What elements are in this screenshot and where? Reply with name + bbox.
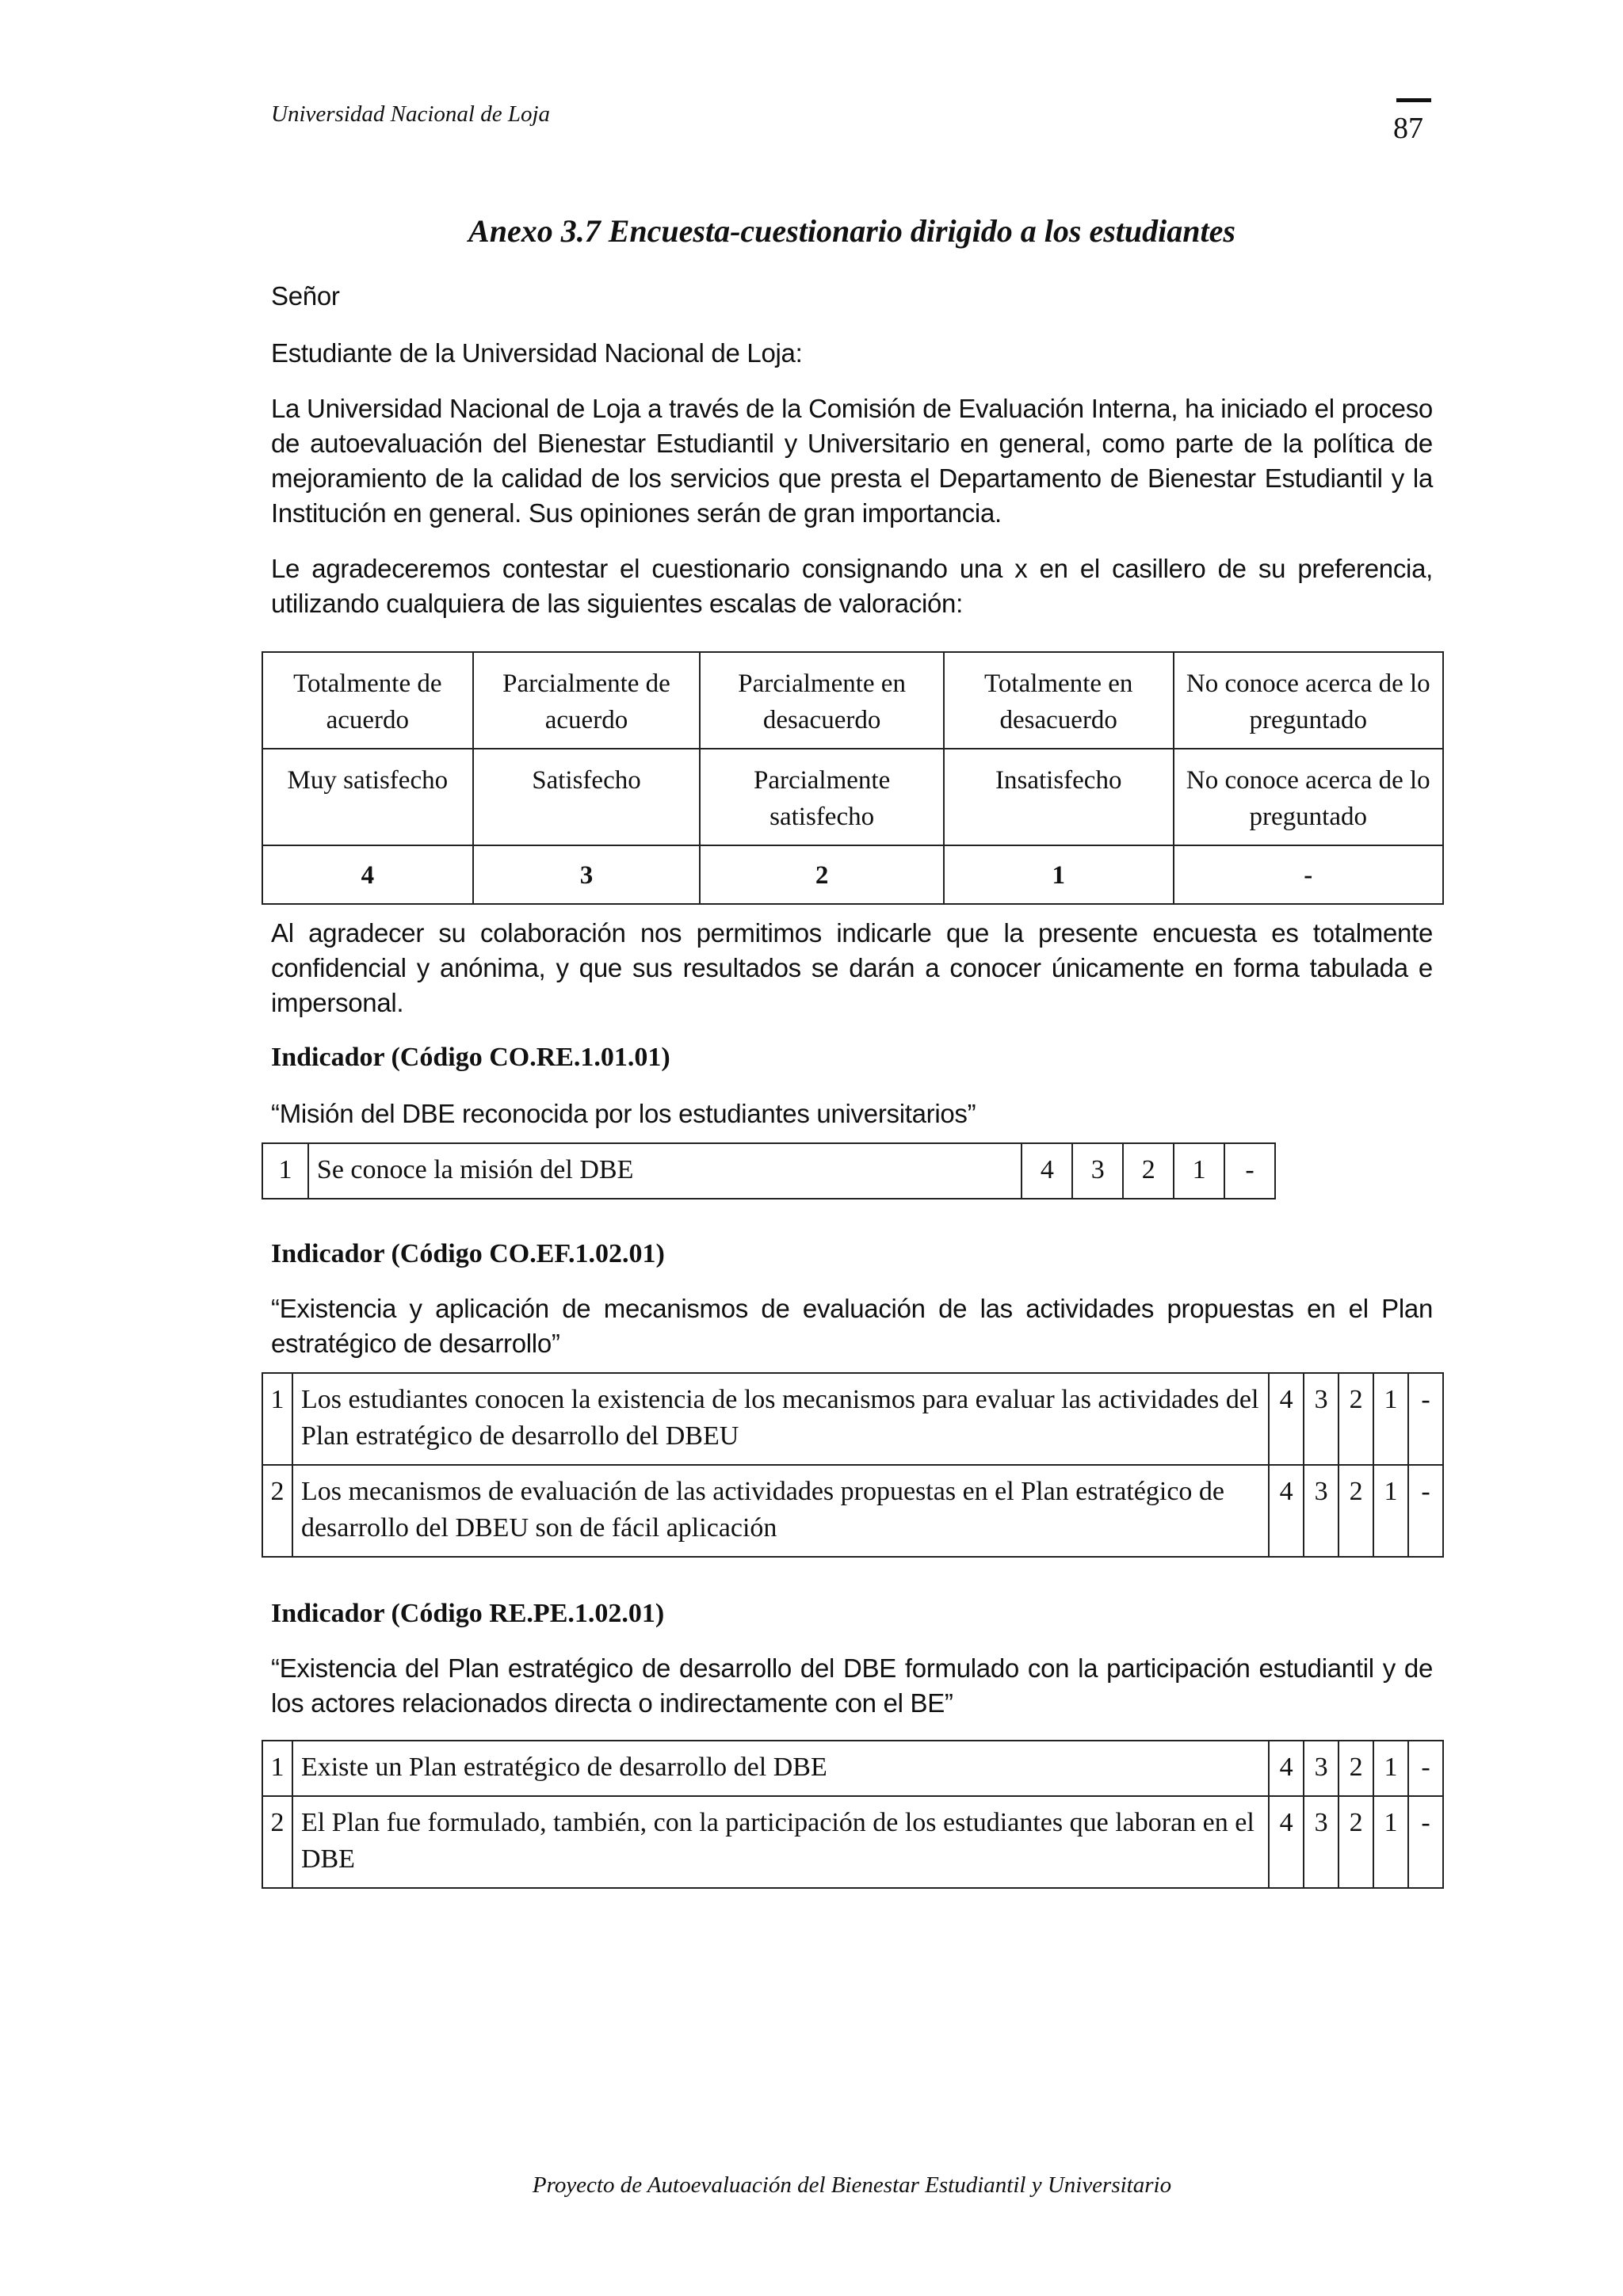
scale-cell: Satisfecho [473, 749, 701, 845]
question-text: El Plan fue formulado, también, con la participación de los estudiantes que laboran en el DBE [292, 1796, 1269, 1888]
answer-option-4[interactable]: 4 [1269, 1373, 1304, 1465]
answer-option-3[interactable]: 3 [1304, 1741, 1338, 1796]
answer-option-1[interactable]: 1 [1373, 1373, 1408, 1465]
scale-cell: Totalmente de acuerdo [262, 652, 473, 749]
answer-option-2[interactable]: 2 [1338, 1796, 1373, 1888]
annex-title: Anexo 3.7 Encuesta-cuestionario dirigido a los estudiantes [468, 213, 1235, 249]
page-number-rule [1396, 98, 1431, 102]
instructions-paragraph: Le agradeceremos contestar el cuestionario consignando una x en el casillero de su preferencia, utilizando cualquiera de las siguientes escalas de valoración: [271, 554, 1433, 618]
rating-scale-table [262, 651, 1444, 905]
answer-option-1[interactable]: 1 [1174, 1143, 1224, 1199]
answer-option-4[interactable]: 4 [1269, 1796, 1304, 1888]
answer-option-2[interactable]: 2 [1123, 1143, 1174, 1199]
scale-values-row [262, 845, 1443, 904]
question-number: 1 [262, 1143, 308, 1199]
answer-option-none[interactable]: - [1408, 1373, 1443, 1465]
question-number: 2 [262, 1465, 292, 1557]
running-footer: Proyecto de Autoevaluación del Bienestar Estudiantil y Universitario [532, 2172, 1172, 2198]
answer-option-2[interactable]: 2 [1338, 1465, 1373, 1557]
answer-option-3[interactable]: 3 [1072, 1143, 1123, 1199]
answer-option-4[interactable]: 4 [1269, 1741, 1304, 1796]
scale-value: 4 [262, 845, 473, 904]
scale-cell: Muy satisfecho [262, 749, 473, 845]
confidentiality-paragraph: Al agradecer su colaboración nos permitimos indicarle que la presente encuesta es totalmente confidencial y anónima, y que sus resultados se darán a conocer únicamente en forma tabulada e impersonal. [271, 918, 1433, 1017]
answer-option-1[interactable]: 1 [1373, 1741, 1408, 1796]
scale-cell: Totalmente en desacuerdo [944, 652, 1174, 749]
question-row [262, 1143, 1275, 1199]
indicator-description: “Misión del DBE reconocida por los estudiantes universitarios” [271, 1099, 976, 1128]
question-text: Los mecanismos de evaluación de las actividades propuestas en el Plan estratégico de desarrollo del DBEU son de fácil aplicación [292, 1465, 1269, 1557]
answer-option-none[interactable]: - [1408, 1465, 1443, 1557]
scale-cell: Parcialmente de acuerdo [473, 652, 701, 749]
answer-option-none[interactable]: - [1224, 1143, 1275, 1199]
answer-option-1[interactable]: 1 [1373, 1465, 1408, 1557]
scale-agreement-row [262, 652, 1443, 749]
indicator-description: “Existencia del Plan estratégico de desarrollo del DBE formulado con la participación estudiantil y de los actores relacionados directa o indirectamente con el BE” [271, 1653, 1433, 1718]
addressee: Estudiante de la Universidad Nacional de Loja: [271, 338, 803, 368]
scale-cell: Parcialmente en desacuerdo [700, 652, 944, 749]
scale-cell: Insatisfecho [944, 749, 1174, 845]
scale-cell: No conoce acerca de lo preguntado [1174, 749, 1443, 845]
indicator-code: Indicador (Código CO.EF.1.02.01) [271, 1239, 665, 1268]
answer-option-4[interactable]: 4 [1022, 1143, 1072, 1199]
question-text: Se conoce la misión del DBE [308, 1143, 1022, 1199]
scale-value: 1 [944, 845, 1174, 904]
running-header: Universidad Nacional de Loja [271, 101, 551, 127]
answer-option-1[interactable]: 1 [1373, 1796, 1408, 1888]
answer-option-3[interactable]: 3 [1304, 1465, 1338, 1557]
page-number: 87 [1393, 112, 1423, 145]
indicator-code: Indicador (Código RE.PE.1.02.01) [271, 1599, 665, 1628]
scale-value: 3 [473, 845, 701, 904]
question-row [262, 1465, 1443, 1557]
question-text: Los estudiantes conocen la existencia de los mecanismos para evaluar las actividades del Plan estratégico de desarrollo del DBEU [292, 1373, 1269, 1465]
question-number: 1 [262, 1373, 292, 1465]
questions-table [262, 1142, 1276, 1199]
answer-option-3[interactable]: 3 [1304, 1373, 1338, 1465]
question-row [262, 1796, 1443, 1888]
answer-option-4[interactable]: 4 [1269, 1465, 1304, 1557]
answer-option-2[interactable]: 2 [1338, 1373, 1373, 1465]
question-row [262, 1741, 1443, 1796]
indicator-code: Indicador (Código CO.RE.1.01.01) [271, 1043, 670, 1072]
scale-value: 2 [700, 845, 944, 904]
question-row [262, 1373, 1443, 1465]
salutation: Señor [271, 281, 340, 311]
questions-table [262, 1372, 1444, 1558]
answer-option-none[interactable]: - [1408, 1741, 1443, 1796]
question-number: 1 [262, 1741, 292, 1796]
questions-table [262, 1740, 1444, 1889]
indicator-description: “Existencia y aplicación de mecanismos de evaluación de las actividades propuestas en el Plan estratégico de desarrollo” [271, 1294, 1433, 1358]
answer-option-none[interactable]: - [1408, 1796, 1443, 1888]
scale-cell: No conoce acerca de lo preguntado [1174, 652, 1443, 749]
answer-option-3[interactable]: 3 [1304, 1796, 1338, 1888]
answer-option-2[interactable]: 2 [1338, 1741, 1373, 1796]
question-number: 2 [262, 1796, 292, 1888]
question-text: Existe un Plan estratégico de desarrollo del DBE [292, 1741, 1269, 1796]
scale-value: - [1174, 845, 1443, 904]
intro-paragraph: La Universidad Nacional de Loja a través de la Comisión de Evaluación Interna, ha iniciado el proceso de autoevaluación del Bienestar Estudiantil y Universitario en general, como parte de la política de mejoramiento de la calidad de los servicios que presta el Departamento de Bienestar Estudiantil y la Institución en general. Sus opiniones serán de gran importancia. [271, 394, 1433, 528]
scale-satisfaction-row [262, 749, 1443, 845]
scale-cell: Parcialmente satisfecho [700, 749, 944, 845]
